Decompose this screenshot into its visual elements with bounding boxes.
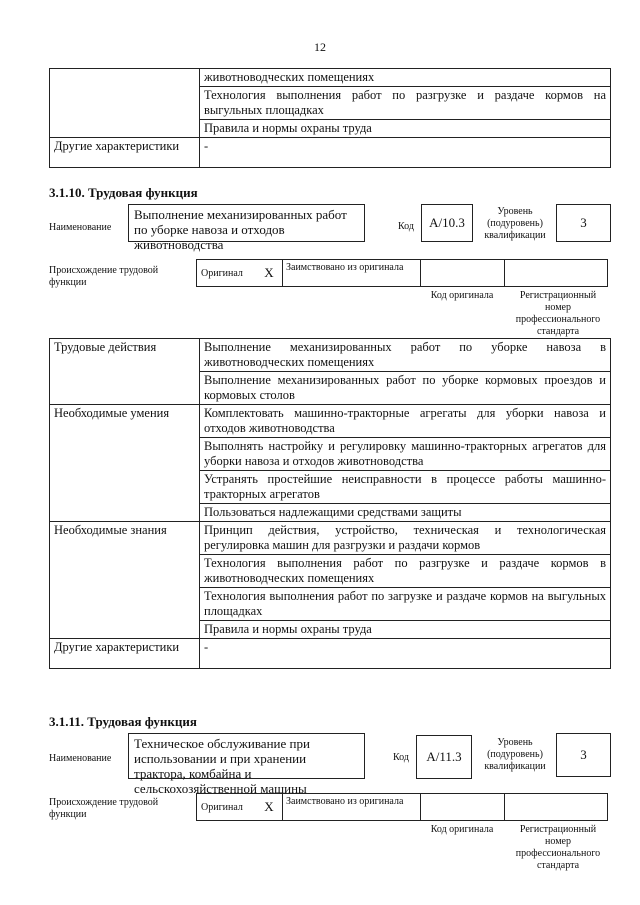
table-cell: Устранять простейшие неисправности в процессе работы машинно-тракторных агрегатов [200, 471, 611, 504]
code-original-cell [420, 259, 504, 287]
top-table [49, 68, 611, 168]
table-row-label [50, 69, 200, 138]
table-cell: Правила и нормы охраны труда [200, 621, 611, 639]
table-cell: Технология выполнения работ по разгрузке и раздаче кормов в животноводческих помещениях [200, 555, 611, 588]
original-label: Оригинал [196, 793, 256, 821]
code-box: А/10.3 [421, 204, 473, 242]
reg-number-cell [504, 259, 608, 287]
name-label: Наименование [49, 753, 112, 764]
reg-number-caption: Регистрационный номер профессионального стандарта [515, 290, 601, 337]
table-row-label: Другие характеристики [50, 639, 200, 669]
table-cell: Технология выполнения работ по разгрузке и раздаче кормов на выгульных площадках [200, 87, 611, 120]
function-table [49, 338, 611, 669]
code-original-caption: Код оригинала [430, 290, 494, 301]
original-mark: X [256, 259, 282, 287]
level-label: Уровень (подуровень) квалификации [484, 737, 546, 772]
table-cell: Принцип действия, устройство, техническая и технологическая регулировка машин для разгрузки и раздачи кормов [200, 522, 611, 555]
original-label: Оригинал [196, 259, 256, 287]
level-box: 3 [556, 204, 611, 242]
code-label: Код [398, 221, 414, 232]
borrowed-label: Заимствовано из оригинала [282, 259, 420, 287]
code-original-cell [420, 793, 504, 821]
table-row-label: Необходимые умения [50, 405, 200, 522]
table-cell: Правила и нормы охраны труда [200, 120, 611, 138]
level-label: Уровень (подуровень) квалификации [484, 206, 546, 241]
table-row-label: Необходимые знания [50, 522, 200, 639]
code-original-caption: Код оригинала [430, 824, 494, 835]
code-label: Код [393, 752, 409, 763]
table-cell: - [200, 639, 611, 669]
table-cell: Комплектовать машинно-тракторные агрегаты для уборки навоза и отходов животноводства [200, 405, 611, 438]
table-cell: Выполнять настройку и регулировку машинно-тракторных агрегатов для уборки навоза и отходов животноводства [200, 438, 611, 471]
reg-number-caption: Регистрационный номер профессионального стандарта [515, 824, 601, 871]
table-row-label: Другие характеристики [50, 138, 200, 168]
origin-label: Происхождение трудовой функции [49, 265, 159, 288]
function-name-box: Техническое обслуживание при использовании и при хранении трактора, комбайна и сельскохозяйственной машины [128, 733, 365, 779]
reg-number-cell [504, 793, 608, 821]
original-mark: X [256, 793, 282, 821]
table-cell: Пользоваться надлежащими средствами защиты [200, 504, 611, 522]
origin-label: Происхождение трудовой функции [49, 797, 159, 820]
code-box: А/11.3 [416, 735, 472, 779]
level-box: 3 [556, 733, 611, 777]
table-cell: животноводческих помещениях [200, 69, 611, 87]
section-title: 3.1.10. Трудовая функция [49, 185, 198, 200]
name-label: Наименование [49, 222, 112, 233]
table-cell: Технология выполнения работ по загрузке и раздаче кормов на выгульных площадках [200, 588, 611, 621]
table-row-label: Трудовые действия [50, 339, 200, 405]
table-cell: - [200, 138, 611, 168]
table-cell: Выполнение механизированных работ по уборке навоза в животноводческих помещениях [200, 339, 611, 372]
function-name-box: Выполнение механизированных работ по уборке навоза и отходов животноводства [128, 204, 365, 242]
borrowed-label: Заимствовано из оригинала [282, 793, 420, 821]
origin-row [196, 793, 608, 821]
page-number: 12 [314, 40, 326, 54]
section-title: 3.1.11. Трудовая функция [49, 714, 197, 729]
table-cell: Выполнение механизированных работ по уборке кормовых проездов и кормовых столов [200, 372, 611, 405]
origin-row [196, 259, 608, 287]
